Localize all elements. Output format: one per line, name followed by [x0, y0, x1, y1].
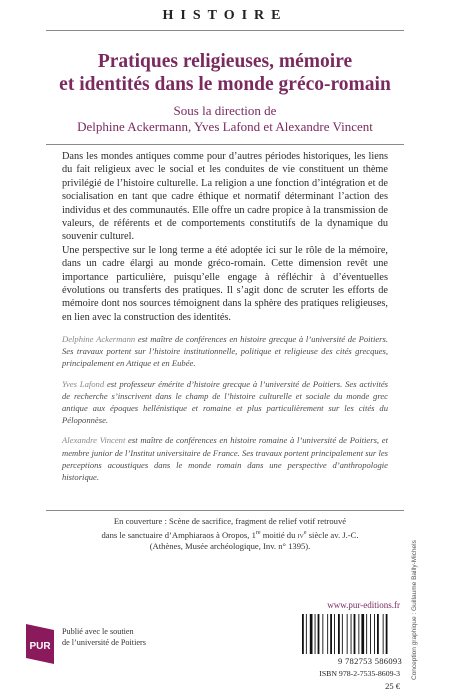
cover-line-3: (Athènes, Musée archéologique, Inv. n° 1395). [149, 541, 311, 552]
bio-vincent [62, 434, 388, 483]
barcode-bar [361, 614, 364, 654]
blurb-paragraph-1: Dans les mondes antiques comme pour d’autres périodes historiques, les liens du fait religieux avec le social et les conduites de vie constituent un thème privilégié de l’histoire culturelle. La religion a une fonction d’intégration et de socialisation en tant que cadre éthique et normatif déterminant l’action des individus et des communautés. Elle offre un cadre propice à la transmission de valeurs, de référents et de comportements constitutifs de la dynamique du souvenir culturel. [62, 151, 388, 243]
pur-logo-text: PUR [29, 641, 51, 652]
isbn: ISBN 978-2-7535-8609-3 [319, 669, 400, 678]
title-line-2: et identités dans le monde gréco-romain [59, 74, 391, 95]
editors-block [20, 103, 430, 135]
publisher-website[interactable]: www.pur-editions.fr [327, 600, 400, 610]
barcode-bar [315, 614, 316, 654]
barcode-bar [370, 614, 371, 654]
barcode-bar [377, 614, 379, 654]
bio-text: est professeur émérite d’histoire grecque à l’université de Poitiers. Ses activités de recherche s’inscrivent dans le champ de l’histoire culturelle et sociale du monde grec antique aux époques hellénistique et romaine et plus particulièrement sur les cités du Péloponnèse. [62, 378, 389, 426]
barcode-bar [334, 614, 335, 654]
barcode-bar [338, 614, 340, 654]
support-note [62, 626, 202, 648]
cover-caption [80, 516, 380, 553]
barcode-bar [342, 614, 343, 654]
cover-line-1: En couverture : Scène de sacrifice, fragment de relief votif retrouvé [113, 516, 347, 526]
middle-divider [46, 144, 404, 145]
bottom-divider [46, 510, 404, 511]
blurb [62, 150, 388, 324]
barcode-bar [310, 614, 313, 654]
support-line-1: Publié avec le soutien [62, 627, 134, 636]
barcode-bar [386, 614, 388, 654]
price: 25 € [385, 681, 400, 691]
top-divider [46, 30, 404, 31]
barcode-number: 9 782753 586093 [338, 656, 402, 666]
blurb-paragraph-2: Une perspective sur le long terme a été adoptée ici sur le rôle de la mémoire, dans un cadre élargi au monde gréco-romain. Cette dimension revêt une importance particulière, puisqu’elle engage à réfléchir à d’éventuelles évolutions ou transferts des pratiques. Il s’agit donc de scruter les efforts de mémoire dont nos sources témoignent dans la sphère des pratiques religieuses, en lien avec la construction des identités. [62, 244, 388, 323]
cover-sup: re [255, 529, 261, 536]
design-credit [408, 480, 420, 680]
bio-text: est maître de conférences en histoire romaine à l’université de Poitiers, et membre junior de l’Institut universitaire de France. Ses travaux portent principalement sur les perceptions acoustiques dans le monde romain dans une perspective d’anthropologie historique. [62, 435, 388, 483]
barcode-bar [347, 614, 348, 654]
pur-logo [26, 624, 54, 664]
cover-roman: iv [297, 529, 304, 540]
bio-name: Yves Lafond [62, 378, 105, 389]
barcode-bar [322, 614, 323, 654]
bio-text: est maître de conférences en histoire grecque à l’université de Poitiers. Ses travaux portent sur l’histoire institutionnelle, politique et religieuse des cités grecques, principalement en Attique et en Eubée. [62, 334, 388, 369]
series-label: HISTOIRE [162, 8, 288, 23]
barcode-bar [306, 614, 307, 654]
cover-sup: e [303, 529, 307, 536]
barcode-bar [351, 614, 352, 654]
barcode-bar [354, 614, 356, 654]
barcode-bar [302, 614, 304, 654]
author-bios [62, 333, 388, 491]
bio-ackermann [62, 333, 388, 370]
barcode-bar [330, 614, 332, 654]
barcode-bar [383, 614, 384, 654]
cover-text: moitié du [260, 529, 298, 540]
bio-name: Alexandre Vincent [62, 435, 126, 446]
design-credit-text: Conception graphique : Guillaume Bailly-Michels [411, 540, 418, 680]
cover-text: dans le sanctuaire d’Amphiaraos à Oropos, 1 [101, 529, 256, 540]
title-line-1: Pratiques religieuses, mémoire [97, 51, 353, 72]
bio-name: Delphine Ackermann [62, 334, 136, 344]
book-title [20, 50, 430, 96]
bio-lafond [62, 378, 388, 427]
cover-line-2 [80, 528, 380, 541]
barcode-bar [327, 614, 328, 654]
barcode-bar [318, 614, 320, 654]
barcode-bar [374, 614, 375, 654]
barcode-bar [358, 614, 359, 654]
support-line-2: de l’université de Poitiers [62, 638, 146, 648]
direction-label: Sous la direction de [173, 103, 277, 118]
barcode [300, 614, 400, 654]
barcode-bar [366, 614, 367, 654]
editors-names: Delphine Ackermann, Yves Lafond et Alexandre Vincent [77, 119, 373, 134]
cover-text: siècle av. J.-C. [306, 529, 359, 540]
